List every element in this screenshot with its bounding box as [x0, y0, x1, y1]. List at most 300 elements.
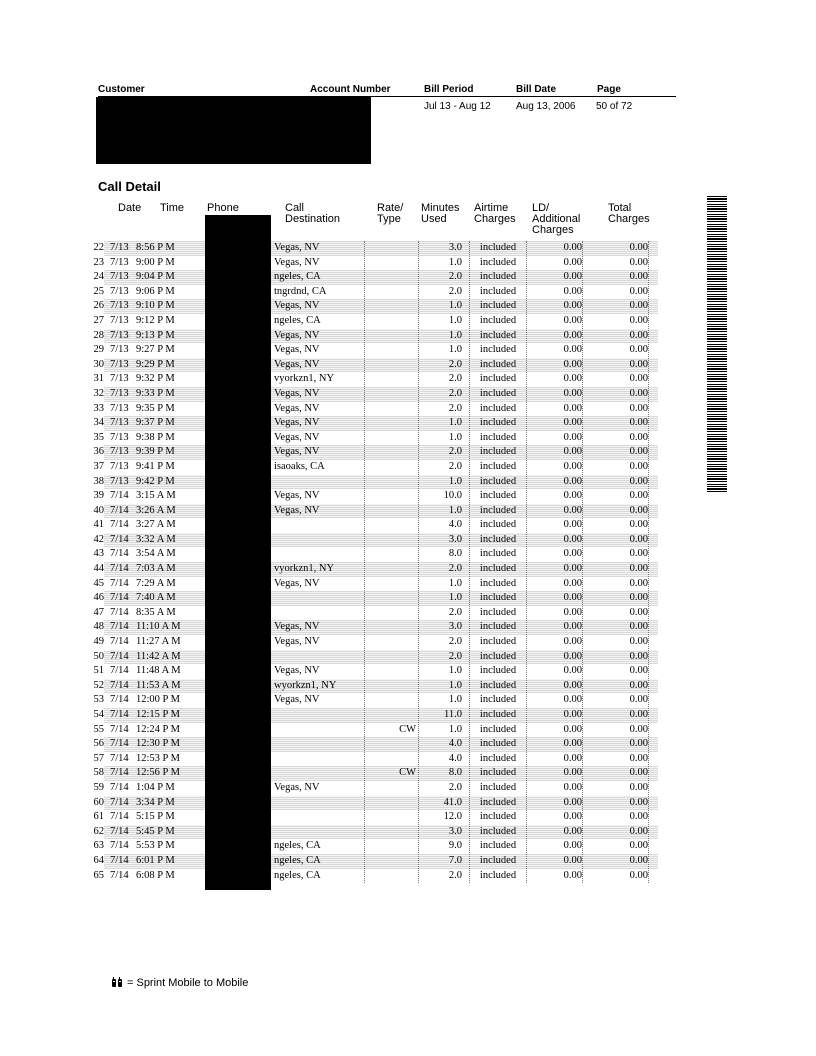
call-time: 3:32 A M — [136, 533, 176, 545]
call-destination: Vegas, NV — [274, 300, 320, 312]
total-charges: 0.00 — [629, 767, 648, 779]
airtime-charges: included — [479, 650, 517, 662]
call-date: 7/14 — [110, 577, 129, 589]
ld-charges: 0.00 — [563, 752, 582, 764]
table-row — [88, 650, 658, 665]
row-number: 53 — [88, 693, 104, 708]
total-charges: 0.00 — [629, 519, 648, 531]
table-row — [88, 329, 658, 344]
row-number: 30 — [88, 358, 104, 373]
call-time: 12:53 P M — [136, 752, 180, 764]
airtime-charges: included — [479, 271, 517, 283]
airtime-charges: included — [479, 533, 517, 545]
airtime-charges: included — [479, 256, 517, 268]
total-charges: 0.00 — [629, 417, 648, 429]
call-time: 9:29 P M — [136, 358, 175, 370]
ld-charges: 0.00 — [563, 854, 582, 866]
table-row — [88, 475, 658, 490]
call-time: 8:35 A M — [136, 606, 176, 618]
minutes-used: 1.0 — [448, 344, 462, 356]
table-row — [88, 431, 658, 446]
total-charges: 0.00 — [629, 577, 648, 589]
row-number: 54 — [88, 708, 104, 723]
row-number: 42 — [88, 533, 104, 548]
row-number: 34 — [88, 416, 104, 431]
col-phone: Phone — [207, 202, 239, 214]
table-row — [88, 489, 658, 504]
total-charges: 0.00 — [629, 460, 648, 472]
call-date: 7/14 — [110, 621, 129, 633]
minutes-used: 3.0 — [448, 621, 462, 633]
table-row — [88, 854, 658, 869]
table-row — [88, 679, 658, 694]
total-charges: 0.00 — [629, 373, 648, 385]
col-airtime-charges: Airtime Charges — [474, 202, 516, 225]
ld-charges: 0.00 — [563, 811, 582, 823]
table-row — [88, 241, 658, 256]
minutes-used: 1.0 — [448, 329, 462, 341]
call-date: 7/13 — [110, 373, 129, 385]
call-date: 7/14 — [110, 694, 129, 706]
ld-charges: 0.00 — [563, 694, 582, 706]
total-charges: 0.00 — [629, 242, 648, 253]
row-number: 57 — [88, 752, 104, 767]
table-row — [88, 766, 658, 781]
total-charges: 0.00 — [629, 811, 648, 823]
call-date: 7/14 — [110, 563, 129, 575]
minutes-used: 2.0 — [448, 781, 462, 793]
call-time: 6:08 P M — [136, 869, 175, 881]
redacted-phone-column — [205, 215, 271, 890]
call-time: 12:30 P M — [136, 738, 180, 750]
ld-charges: 0.00 — [563, 709, 582, 720]
call-time: 11:53 A M — [136, 679, 181, 691]
ld-charges: 0.00 — [563, 869, 582, 881]
call-destination: Vegas, NV — [274, 256, 320, 268]
table-row — [88, 577, 658, 592]
column-headers — [98, 203, 658, 239]
call-destination: Vegas, NV — [274, 665, 320, 677]
table-row — [88, 402, 658, 417]
ld-charges: 0.00 — [563, 767, 582, 779]
total-charges: 0.00 — [629, 825, 648, 837]
row-number: 47 — [88, 606, 104, 621]
table-row — [88, 606, 658, 621]
call-destination: ngeles, CA — [274, 869, 321, 881]
column-divider — [469, 241, 470, 883]
airtime-charges: included — [479, 563, 517, 575]
table-row — [88, 518, 658, 533]
call-time: 5:53 P M — [136, 840, 175, 852]
airtime-charges: included — [479, 344, 517, 356]
airtime-charges: included — [479, 679, 517, 691]
call-date: 7/14 — [110, 752, 129, 764]
call-date: 7/14 — [110, 636, 129, 648]
minutes-used: 2.0 — [448, 271, 462, 283]
table-row — [88, 358, 658, 373]
minutes-used: 2.0 — [448, 606, 462, 618]
ld-charges: 0.00 — [563, 475, 582, 487]
airtime-charges: included — [479, 665, 517, 677]
total-charges: 0.00 — [629, 314, 648, 326]
total-charges: 0.00 — [629, 256, 648, 268]
call-destination: Vegas, NV — [274, 344, 320, 356]
ld-charges: 0.00 — [563, 548, 582, 560]
table-row — [88, 664, 658, 679]
airtime-charges: included — [479, 621, 517, 633]
call-date: 7/14 — [110, 825, 129, 837]
ld-charges: 0.00 — [563, 460, 582, 472]
call-time: 12:24 P M — [136, 723, 180, 735]
row-number: 24 — [88, 270, 104, 285]
table-row — [88, 285, 658, 300]
call-time: 9:41 P M — [136, 460, 175, 472]
minutes-used: 2.0 — [448, 460, 462, 472]
airtime-charges: included — [479, 709, 517, 720]
call-date: 7/14 — [110, 548, 129, 560]
row-number: 44 — [88, 562, 104, 577]
row-number: 39 — [88, 489, 104, 504]
airtime-charges: included — [479, 738, 517, 750]
minutes-used: 4.0 — [448, 738, 462, 750]
column-divider — [418, 241, 419, 883]
ld-charges: 0.00 — [563, 650, 582, 662]
minutes-used: 3.0 — [448, 533, 462, 545]
col-minutes-used: Minutes Used — [421, 202, 460, 225]
call-date: 7/13 — [110, 300, 129, 312]
row-number: 63 — [88, 839, 104, 854]
minutes-used: 1.0 — [448, 314, 462, 326]
airtime-charges: included — [479, 475, 517, 487]
row-number: 35 — [88, 431, 104, 446]
minutes-used: 12.0 — [443, 811, 462, 823]
airtime-charges: included — [479, 446, 517, 458]
call-destination: ngeles, CA — [274, 840, 321, 852]
col-date: Date — [118, 202, 142, 214]
airtime-charges: included — [479, 854, 517, 866]
airtime-charges: included — [479, 402, 517, 414]
airtime-charges: included — [479, 723, 517, 735]
airtime-charges: included — [479, 811, 517, 823]
customer-label: Customer — [98, 84, 145, 95]
call-date: 7/13 — [110, 402, 129, 414]
ld-charges: 0.00 — [563, 387, 582, 399]
call-destination: Vegas, NV — [274, 621, 320, 633]
col-call-destination: Call Destination — [285, 202, 341, 225]
minutes-used: 2.0 — [448, 650, 462, 662]
ld-charges: 0.00 — [563, 271, 582, 283]
table-row — [88, 825, 658, 840]
col-rate-type: Rate/ Type — [377, 202, 404, 225]
airtime-charges: included — [479, 329, 517, 341]
ld-charges: 0.00 — [563, 781, 582, 793]
minutes-used: 1.0 — [448, 665, 462, 677]
call-destination: Vegas, NV — [274, 490, 320, 502]
airtime-charges: included — [479, 781, 517, 793]
call-destination: Vegas, NV — [274, 636, 320, 648]
call-date: 7/14 — [110, 869, 129, 881]
call-time: 8:56 P M — [136, 242, 175, 253]
call-date: 7/14 — [110, 811, 129, 823]
table-row — [88, 869, 658, 884]
ld-charges: 0.00 — [563, 563, 582, 575]
row-number: 25 — [88, 285, 104, 300]
airtime-charges: included — [479, 417, 517, 429]
call-time: 11:27 A M — [136, 636, 181, 648]
total-charges: 0.00 — [629, 533, 648, 545]
table-row — [88, 723, 658, 738]
call-date: 7/13 — [110, 314, 129, 326]
total-charges: 0.00 — [629, 709, 648, 720]
minutes-used: 1.0 — [448, 475, 462, 487]
airtime-charges: included — [479, 490, 517, 502]
total-charges: 0.00 — [629, 431, 648, 443]
call-date: 7/14 — [110, 679, 129, 691]
ld-charges: 0.00 — [563, 373, 582, 385]
minutes-used: 10.0 — [443, 490, 462, 502]
call-date: 7/13 — [110, 344, 129, 356]
call-destination: Vegas, NV — [274, 358, 320, 370]
table-row — [88, 562, 658, 577]
call-time: 3:34 P M — [136, 796, 175, 808]
row-number: 29 — [88, 343, 104, 358]
airtime-charges: included — [479, 796, 517, 808]
call-date: 7/14 — [110, 796, 129, 808]
row-number: 52 — [88, 679, 104, 694]
minutes-used: 1.0 — [448, 723, 462, 735]
table-row — [88, 343, 658, 358]
row-number: 38 — [88, 475, 104, 490]
total-charges: 0.00 — [629, 723, 648, 735]
airtime-charges: included — [479, 314, 517, 326]
table-row — [88, 752, 658, 767]
column-divider — [582, 241, 583, 883]
row-number: 50 — [88, 650, 104, 665]
call-date: 7/14 — [110, 781, 129, 793]
airtime-charges: included — [479, 577, 517, 589]
minutes-used: 8.0 — [448, 548, 462, 560]
minutes-used: 1.0 — [448, 679, 462, 691]
ld-charges: 0.00 — [563, 577, 582, 589]
total-charges: 0.00 — [629, 358, 648, 370]
call-destination: tngrdnd, CA — [274, 285, 327, 297]
call-time: 9:06 P M — [136, 285, 175, 297]
call-destination: vyorkzn1, NY — [274, 563, 335, 575]
call-date: 7/14 — [110, 606, 129, 618]
minutes-used: 7.0 — [448, 854, 462, 866]
call-time: 9:00 P M — [136, 256, 175, 268]
bill-date-label: Bill Date — [516, 84, 557, 95]
row-number: 31 — [88, 372, 104, 387]
row-number: 61 — [88, 810, 104, 825]
ld-charges: 0.00 — [563, 402, 582, 414]
ld-charges: 0.00 — [563, 504, 582, 516]
call-destination: Vegas, NV — [274, 694, 320, 706]
ld-charges: 0.00 — [563, 621, 582, 633]
airtime-charges: included — [479, 460, 517, 472]
row-number: 56 — [88, 737, 104, 752]
account-number-label: Account Number — [310, 84, 391, 95]
ld-charges: 0.00 — [563, 665, 582, 677]
table-row — [88, 416, 658, 431]
table-row — [88, 796, 658, 811]
row-number: 40 — [88, 504, 104, 519]
minutes-used: 1.0 — [448, 694, 462, 706]
section-title: Call Detail — [98, 179, 161, 194]
minutes-used: 2.0 — [448, 373, 462, 385]
row-number: 62 — [88, 825, 104, 840]
table-row — [88, 504, 658, 519]
call-time: 12:00 P M — [136, 694, 180, 706]
bill-period-value: Jul 13 - Aug 12 — [424, 101, 491, 112]
call-date: 7/14 — [110, 854, 129, 866]
minutes-used: 1.0 — [448, 504, 462, 516]
minutes-used: 41.0 — [443, 796, 462, 808]
call-date: 7/14 — [110, 767, 129, 779]
row-number: 32 — [88, 387, 104, 402]
call-time: 3:27 A M — [136, 519, 176, 531]
call-destination: Vegas, NV — [274, 504, 320, 516]
row-number: 37 — [88, 460, 104, 475]
total-charges: 0.00 — [629, 344, 648, 356]
call-time: 12:56 P M — [136, 767, 180, 779]
airtime-charges: included — [479, 358, 517, 370]
total-charges: 0.00 — [629, 869, 648, 881]
footnote — [112, 977, 248, 989]
col-ld-additional-charges: LD/ Additional Charges — [532, 202, 581, 236]
minutes-used: 11.0 — [444, 709, 462, 720]
row-number: 48 — [88, 620, 104, 635]
ld-charges: 0.00 — [563, 285, 582, 297]
table-row — [88, 693, 658, 708]
row-number: 43 — [88, 547, 104, 562]
total-charges: 0.00 — [629, 606, 648, 618]
total-charges: 0.00 — [629, 285, 648, 297]
col-time: Time — [160, 202, 185, 214]
total-charges: 0.00 — [629, 402, 648, 414]
table-row — [88, 460, 658, 475]
call-date: 7/13 — [110, 387, 129, 399]
row-number: 58 — [88, 766, 104, 781]
page-label: Page — [597, 84, 621, 95]
row-number: 36 — [88, 445, 104, 460]
airtime-charges: included — [479, 300, 517, 312]
call-detail-table — [88, 241, 658, 883]
rate-type: CW — [399, 767, 416, 779]
call-time: 9:33 P M — [136, 387, 175, 399]
call-date: 7/14 — [110, 665, 129, 677]
table-row — [88, 299, 658, 314]
table-row — [88, 781, 658, 796]
bill-header-values — [424, 101, 684, 115]
airtime-charges: included — [479, 548, 517, 560]
total-charges: 0.00 — [629, 300, 648, 312]
total-charges: 0.00 — [629, 679, 648, 691]
total-charges: 0.00 — [629, 504, 648, 516]
call-date: 7/14 — [110, 504, 129, 516]
total-charges: 0.00 — [629, 752, 648, 764]
ld-charges: 0.00 — [563, 636, 582, 648]
call-destination: ngeles, CA — [274, 854, 321, 866]
ld-charges: 0.00 — [563, 679, 582, 691]
call-date: 7/13 — [110, 242, 129, 253]
minutes-used: 1.0 — [448, 300, 462, 312]
call-date: 7/14 — [110, 723, 129, 735]
airtime-charges: included — [479, 752, 517, 764]
call-time: 3:15 A M — [136, 490, 176, 502]
call-time: 5:15 P M — [136, 811, 175, 823]
call-time: 9:27 P M — [136, 344, 175, 356]
call-destination: Vegas, NV — [274, 387, 320, 399]
total-charges: 0.00 — [629, 738, 648, 750]
call-date: 7/14 — [110, 738, 129, 750]
call-destination: Vegas, NV — [274, 781, 320, 793]
ld-charges: 0.00 — [563, 300, 582, 312]
total-charges: 0.00 — [629, 592, 648, 604]
bill-period-label: Bill Period — [424, 84, 474, 95]
total-charges: 0.00 — [629, 840, 648, 852]
ld-charges: 0.00 — [563, 796, 582, 808]
minutes-used: 9.0 — [448, 840, 462, 852]
call-time: 9:13 P M — [136, 329, 175, 341]
call-destination: Vegas, NV — [274, 417, 320, 429]
row-number: 46 — [88, 591, 104, 606]
minutes-used: 4.0 — [448, 519, 462, 531]
table-row — [88, 445, 658, 460]
mobile-to-mobile-icon — [112, 978, 124, 988]
table-row — [88, 708, 658, 723]
table-row — [88, 387, 658, 402]
total-charges: 0.00 — [629, 694, 648, 706]
minutes-used: 8.0 — [448, 767, 462, 779]
call-destination: Vegas, NV — [274, 329, 320, 341]
total-charges: 0.00 — [629, 548, 648, 560]
airtime-charges: included — [479, 825, 517, 837]
airtime-charges: included — [479, 519, 517, 531]
total-charges: 0.00 — [629, 781, 648, 793]
total-charges: 0.00 — [629, 387, 648, 399]
row-number: 49 — [88, 635, 104, 650]
column-divider — [364, 241, 365, 883]
footnote-text: = Sprint Mobile to Mobile — [127, 977, 249, 989]
call-time: 11:10 A M — [136, 621, 181, 633]
row-number: 55 — [88, 723, 104, 738]
call-date: 7/13 — [110, 475, 129, 487]
call-time: 11:42 A M — [136, 650, 181, 662]
ld-charges: 0.00 — [563, 417, 582, 429]
table-row — [88, 372, 658, 387]
table-row — [88, 256, 658, 271]
total-charges: 0.00 — [629, 490, 648, 502]
call-time: 9:32 P M — [136, 373, 175, 385]
minutes-used: 2.0 — [448, 563, 462, 575]
row-number: 60 — [88, 796, 104, 811]
call-date: 7/14 — [110, 840, 129, 852]
call-time: 9:42 P M — [136, 475, 175, 487]
call-time: 11:48 A M — [136, 665, 181, 677]
row-number: 27 — [88, 314, 104, 329]
ld-charges: 0.00 — [563, 446, 582, 458]
total-charges: 0.00 — [629, 636, 648, 648]
call-time: 9:04 P M — [136, 271, 175, 283]
total-charges: 0.00 — [629, 329, 648, 341]
airtime-charges: included — [479, 504, 517, 516]
ld-charges: 0.00 — [563, 840, 582, 852]
call-destination: ngeles, CA — [274, 271, 321, 283]
minutes-used: 2.0 — [448, 358, 462, 370]
table-row — [88, 810, 658, 825]
call-date: 7/13 — [110, 431, 129, 443]
